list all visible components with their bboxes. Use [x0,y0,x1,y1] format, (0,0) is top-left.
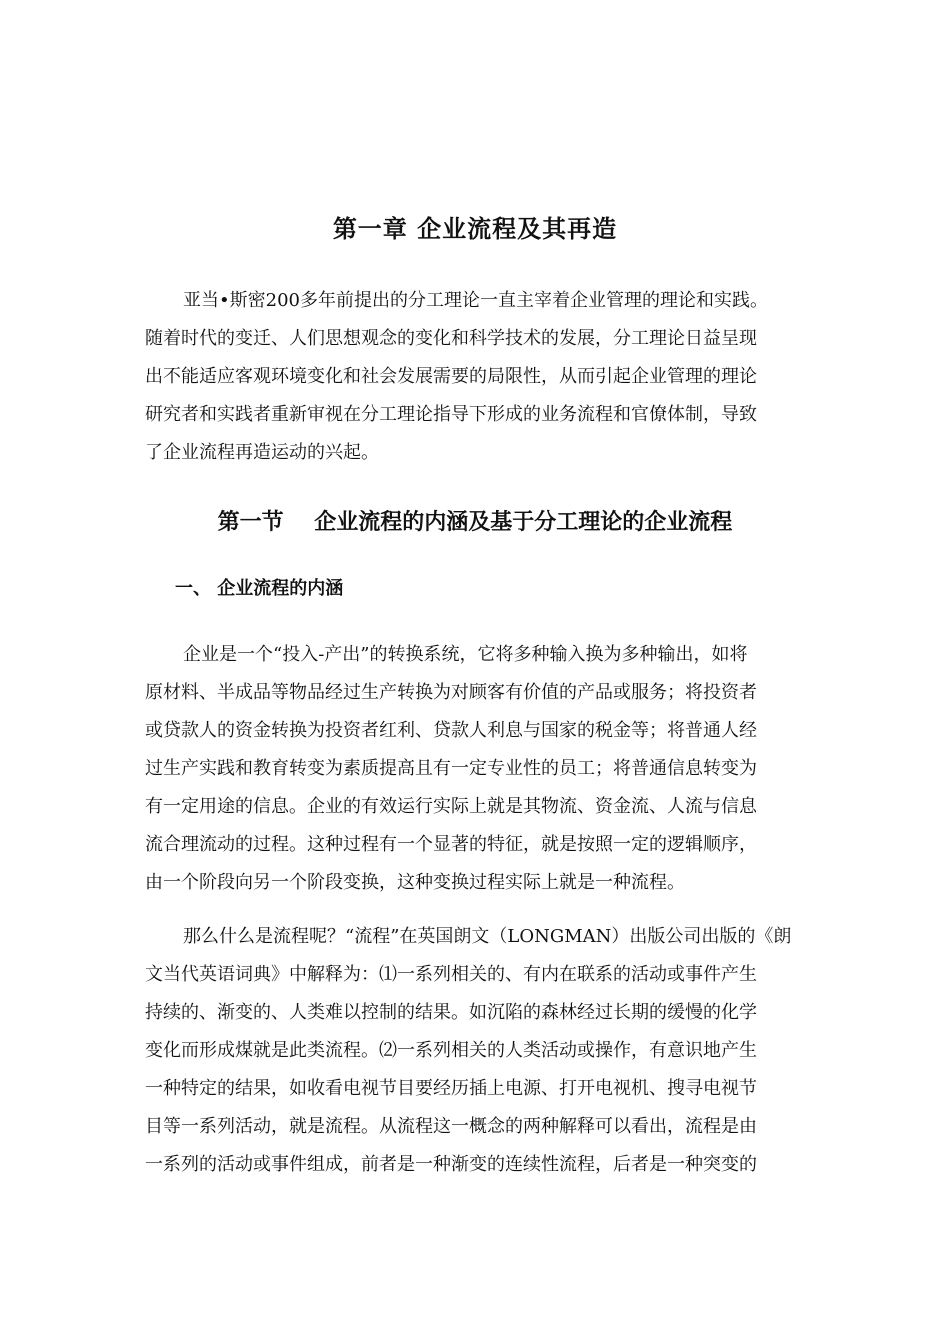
paragraph-line: 了企业流程再造运动的兴起。 [145,442,379,463]
paragraph-line: 原材料、半成品等物品经过生产转换为对顾客有价值的产品或服务；将投资者 [145,682,757,703]
paragraph-process-definition [145,918,800,1184]
paragraph-line: 过生产实践和教育转变为素质提高且有一定专业性的员工；将普通信息转变为 [145,758,757,779]
paragraph-line: 目等一系列活动，就是流程。从流程这一概念的两种解释可以看出，流程是由 [145,1116,757,1137]
paragraph-line: 文当代英语词典》中解释为：⑴一系列相关的、有内在联系的活动或事件产生 [145,964,757,985]
paragraph-line: 持续的、渐变的、人类难以控制的结果。如沉陷的森林经过长期的缓慢的化学 [145,1002,757,1023]
paragraph-line: 流合理流动的过程。这种过程有一个显著的特征，就是按照一定的逻辑顺序， [145,834,757,855]
paragraph-line: 由一个阶段向另一个阶段变换，这种变换过程实际上就是一种流程。 [145,872,685,893]
paragraph-line: 变化而形成煤就是此类流程。⑵一系列相关的人类活动或操作，有意识地产生 [145,1040,757,1061]
chapter-title: 第一章 企业流程及其再造 [332,214,618,243]
paragraph-line: 或贷款人的资金转换为投资者红利、贷款人利息与国家的税金等；将普通人经 [145,720,757,741]
paragraph-line: 亚当•斯密200多年前提出的分工理论一直主宰着企业管理的理论和实践。 [183,290,768,311]
paragraph-line: 企业是一个“投入-产出”的转换系统，它将多种输入换为多种输出，如将 [183,644,748,665]
paragraph-intro [145,282,800,472]
paragraph-line: 出不能适应客观环境变化和社会发展需要的局限性，从而引起企业管理的理论 [145,366,757,387]
paragraph-line: 一种特定的结果，如收看电视节目要经历插上电源、打开电视机、搜寻电视节 [145,1078,757,1099]
paragraph-line: 一系列的活动或事件组成，前者是一种渐变的连续性流程，后者是一种突变的 [145,1154,757,1175]
section-title: 第一节 企业流程的内涵及基于分工理论的企业流程 [217,509,733,535]
paragraph-line: 那么什么是流程呢？“流程”在英国朗文（LONGMAN）出版公司出版的《朗 [183,926,792,947]
subsection-title: 一、 企业流程的内涵 [175,578,344,599]
paragraph-line: 随着时代的变迁、人们思想观念的变化和科学技术的发展，分工理论日益呈现 [145,328,757,349]
paragraph-line: 研究者和实践者重新审视在分工理论指导下形成的业务流程和官僚体制，导致 [145,404,757,425]
paragraph-enterprise [145,636,800,902]
paragraph-line: 有一定用途的信息。企业的有效运行实际上就是其物流、资金流、人流与信息 [145,796,757,817]
